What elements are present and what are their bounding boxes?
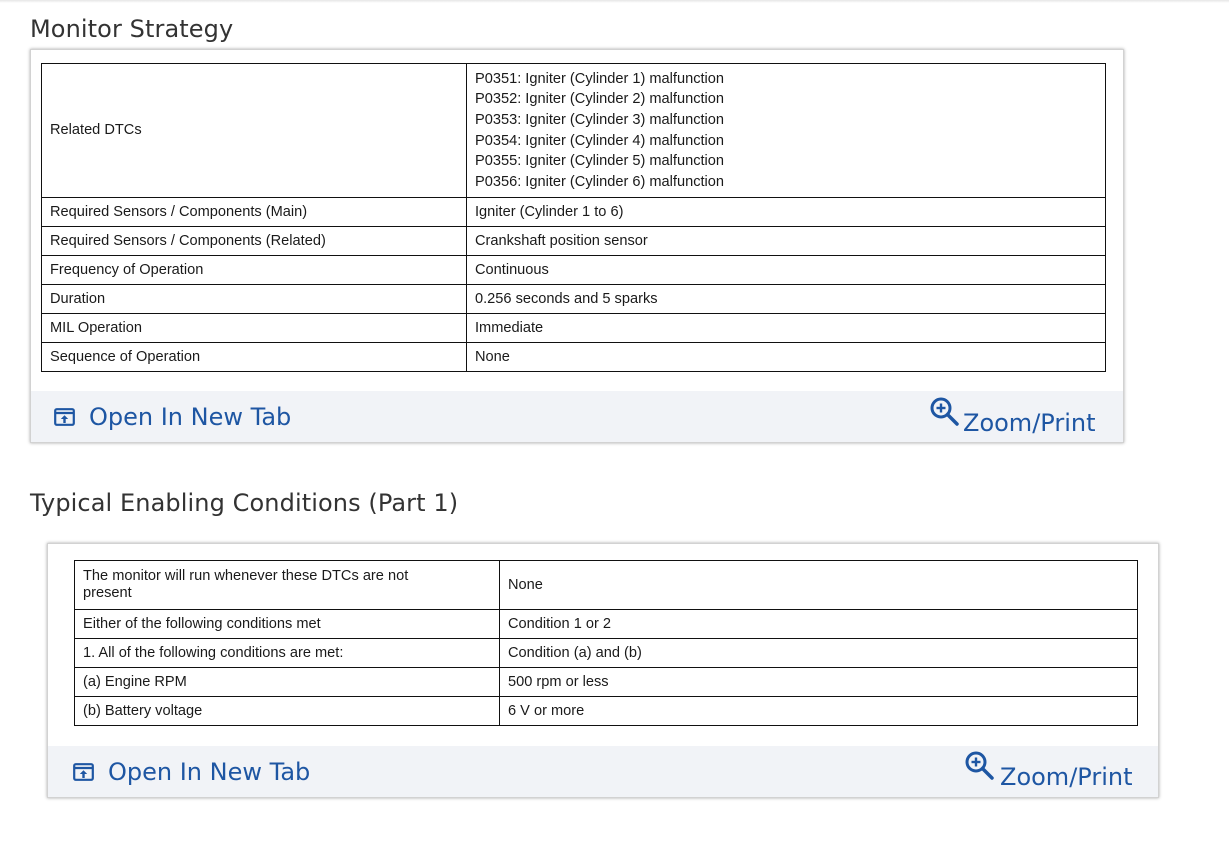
table-row: [42, 314, 1106, 343]
table-cell-label: Either of the following conditions met: [75, 610, 500, 639]
zoom-in-icon: [929, 396, 961, 428]
table-cell-value: Crankshaft position sensor: [467, 227, 1106, 256]
table-cell-label: 1. All of the following conditions are met:: [75, 639, 500, 668]
zoom-print-label: Zoom/Print: [1000, 763, 1133, 791]
table-row: [42, 256, 1106, 285]
table-cell-label: Duration: [42, 285, 467, 314]
table-cell-value: 0.256 seconds and 5 sparks: [467, 285, 1106, 314]
table-row: [75, 610, 1138, 639]
table-row: [42, 285, 1106, 314]
table-row: [75, 561, 1138, 610]
dtc-item: P0351: Igniter (Cylinder 1) malfunction: [475, 70, 725, 87]
table-cell-label: The monitor will run whenever these DTCs are not present: [75, 561, 500, 610]
table-cell-label: MIL Operation: [42, 314, 467, 343]
table-row: [75, 668, 1138, 697]
monitor-strategy-panel: [30, 49, 1124, 443]
zoom-in-icon: [964, 750, 996, 782]
table-cell-label: Frequency of Operation: [42, 256, 467, 285]
table-cell-value: Condition (a) and (b): [500, 639, 1138, 668]
dtc-item: P0352: Igniter (Cylinder 2) malfunction: [475, 91, 725, 108]
open-in-new-tab-icon: [73, 763, 94, 781]
table-cell-label: Related DTCs: [42, 64, 467, 198]
table-cell-label: Required Sensors / Components (Related): [42, 227, 467, 256]
zoom-print-link[interactable]: [929, 397, 1095, 437]
section-title-enabling-conditions: Typical Enabling Conditions (Part 1): [30, 489, 459, 517]
enabling-conditions-table: [74, 560, 1138, 726]
open-in-new-tab-icon: [54, 408, 75, 426]
top-divider: [0, 0, 1229, 3]
table-row: [42, 198, 1106, 227]
table-cell-value: None: [500, 561, 1138, 610]
dtc-item: P0354: Igniter (Cylinder 4) malfunction: [475, 132, 725, 149]
open-in-new-tab-link[interactable]: [73, 758, 310, 786]
zoom-print-label: Zoom/Print: [963, 409, 1096, 437]
table-row: [42, 227, 1106, 256]
open-in-new-tab-label: Open In New Tab: [89, 403, 292, 431]
table-cell-value: 500 rpm or less: [500, 668, 1138, 697]
dtc-item: P0355: Igniter (Cylinder 5) malfunction: [475, 153, 725, 170]
table-cell-value: 6 V or more: [500, 697, 1138, 726]
table-cell-label: Required Sensors / Components (Main): [42, 198, 467, 227]
enabling-conditions-panel: [47, 543, 1159, 798]
table-cell-label: (a) Engine RPM: [75, 668, 500, 697]
table-cell-value: Igniter (Cylinder 1 to 6): [467, 198, 1106, 227]
section-title-monitor-strategy: Monitor Strategy: [30, 15, 234, 43]
table-cell-value: Continuous: [467, 256, 1106, 285]
open-in-new-tab-label: Open In New Tab: [108, 758, 311, 786]
table-row: [42, 343, 1106, 372]
related-dtcs-list: [467, 64, 1106, 198]
dtc-item: P0356: Igniter (Cylinder 6) malfunction: [475, 173, 725, 190]
open-in-new-tab-link[interactable]: [54, 403, 291, 431]
monitor-strategy-table: [41, 63, 1106, 372]
table-row: [75, 639, 1138, 668]
table-row: [42, 64, 1106, 198]
zoom-print-link[interactable]: [964, 751, 1132, 791]
table-cell-value: None: [467, 343, 1106, 372]
table-cell-value: Immediate: [467, 314, 1106, 343]
dtc-item: P0353: Igniter (Cylinder 3) malfunction: [475, 111, 725, 128]
table-row: [75, 697, 1138, 726]
table-cell-label: (b) Battery voltage: [75, 697, 500, 726]
table-cell-value: Condition 1 or 2: [500, 610, 1138, 639]
table-cell-label: Sequence of Operation: [42, 343, 467, 372]
